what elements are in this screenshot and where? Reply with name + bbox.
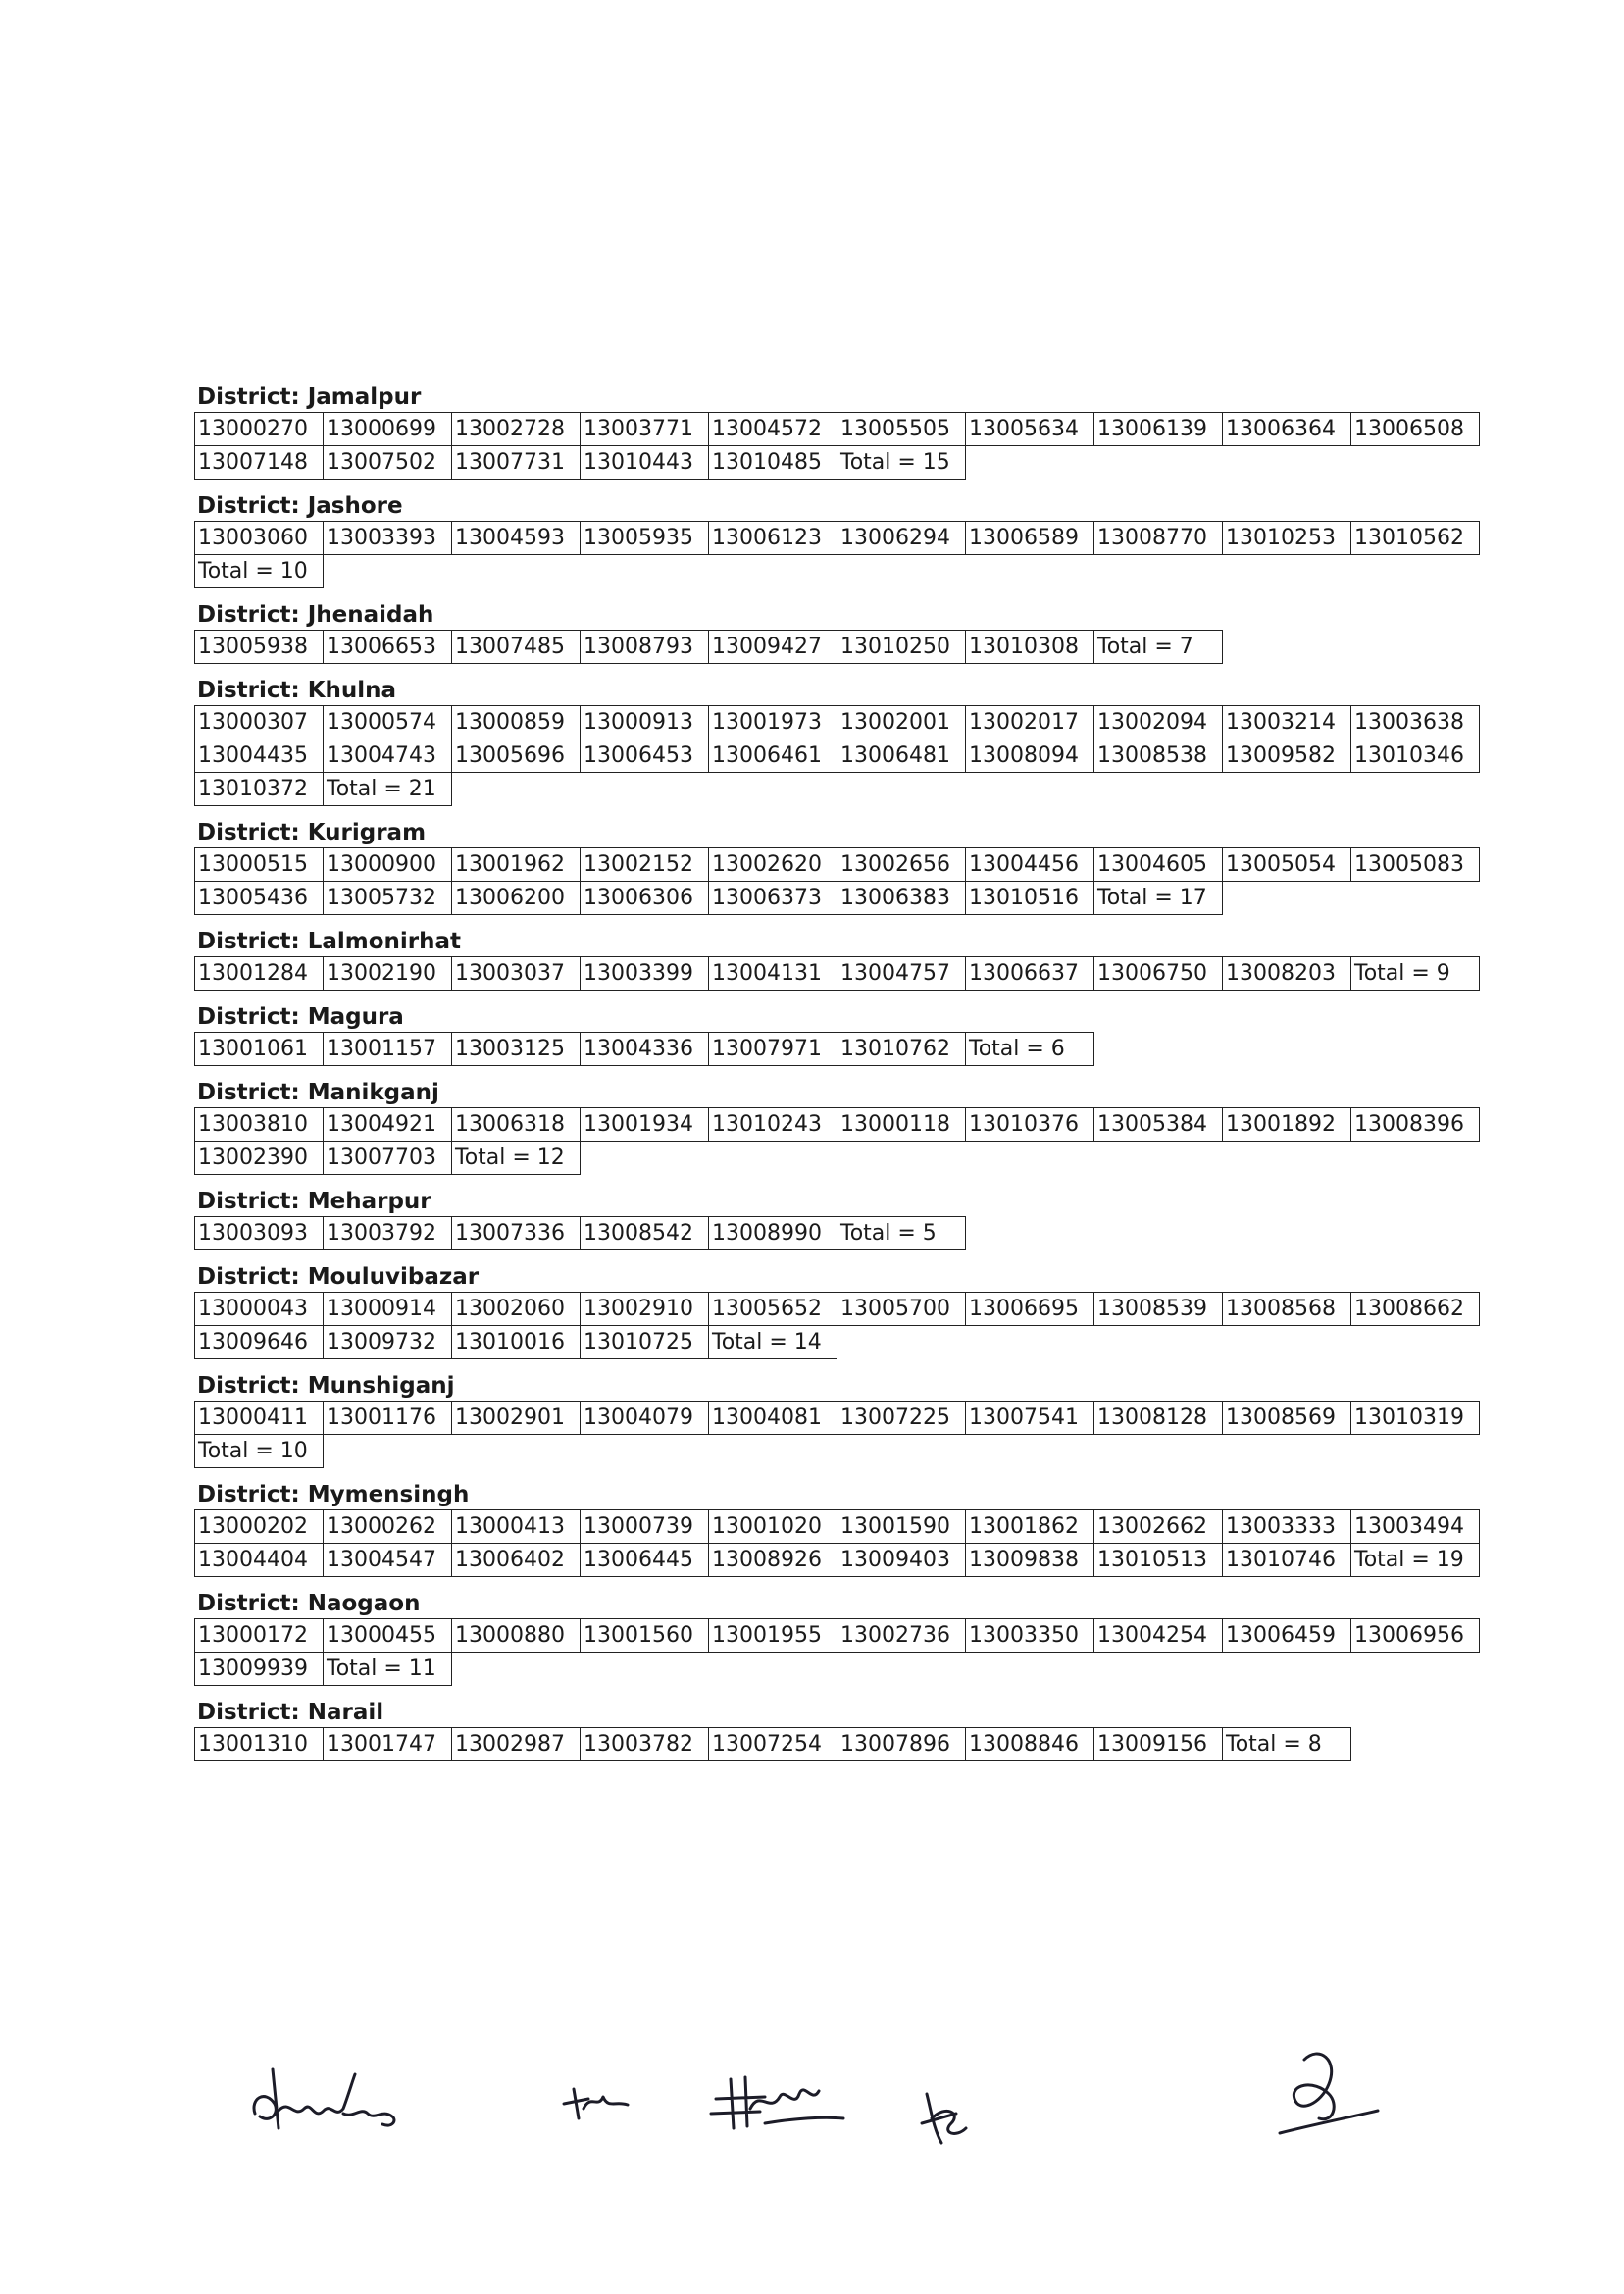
district-table bbox=[194, 1618, 1480, 1686]
id-cell: 13001061 bbox=[195, 1033, 324, 1066]
id-cell: 13006402 bbox=[452, 1544, 581, 1577]
district-table bbox=[194, 1032, 1094, 1066]
id-cell: 13003494 bbox=[1351, 1510, 1480, 1544]
id-cell: 13001560 bbox=[581, 1619, 709, 1653]
id-cell: 13008926 bbox=[709, 1544, 837, 1577]
table-row bbox=[195, 555, 1480, 588]
id-cell: 13006459 bbox=[1223, 1619, 1351, 1653]
id-cell: 13007541 bbox=[966, 1402, 1094, 1435]
district-table bbox=[194, 412, 1480, 480]
id-cell: 13009582 bbox=[1223, 739, 1351, 773]
id-cell: 13009939 bbox=[195, 1653, 324, 1686]
id-cell: 13007336 bbox=[452, 1217, 581, 1250]
district-section bbox=[194, 1002, 1493, 1066]
id-cell: 13000411 bbox=[195, 1402, 324, 1435]
id-cell: 13000043 bbox=[195, 1293, 324, 1326]
table-row bbox=[195, 1728, 1351, 1761]
id-cell: 13001176 bbox=[324, 1402, 452, 1435]
id-cell: 13008846 bbox=[966, 1728, 1094, 1761]
id-cell: 13001862 bbox=[966, 1510, 1094, 1544]
id-cell: 13001157 bbox=[324, 1033, 452, 1066]
district-section bbox=[194, 1698, 1493, 1761]
total-cell: Total = 8 bbox=[1223, 1728, 1351, 1761]
id-cell: 13002060 bbox=[452, 1293, 581, 1326]
id-cell: 13004605 bbox=[1094, 848, 1223, 882]
table-row bbox=[195, 706, 1480, 739]
id-cell: 13008128 bbox=[1094, 1402, 1223, 1435]
id-cell: 13005652 bbox=[709, 1293, 837, 1326]
id-cell: 13002001 bbox=[837, 706, 966, 739]
signature-2 bbox=[559, 2079, 637, 2128]
id-cell: 13000307 bbox=[195, 706, 324, 739]
id-cell: 13002901 bbox=[452, 1402, 581, 1435]
district-title: District: Naogaon bbox=[197, 1591, 421, 1616]
id-cell: 13004757 bbox=[837, 957, 966, 991]
table-row bbox=[195, 1293, 1480, 1326]
id-cell: 13010016 bbox=[452, 1326, 581, 1359]
id-cell: 13003125 bbox=[452, 1033, 581, 1066]
district-title: District: Kurigram bbox=[197, 820, 427, 845]
total-cell: Total = 14 bbox=[709, 1326, 837, 1359]
id-cell: 13001020 bbox=[709, 1510, 837, 1544]
table-row bbox=[195, 1033, 1094, 1066]
id-cell: 13002390 bbox=[195, 1142, 324, 1175]
district-section bbox=[194, 927, 1493, 991]
total-cell: Total = 19 bbox=[1351, 1544, 1480, 1577]
id-cell: 13006956 bbox=[1351, 1619, 1480, 1653]
id-cell: 13004547 bbox=[324, 1544, 452, 1577]
id-cell: 13007254 bbox=[709, 1728, 837, 1761]
id-cell: 13010376 bbox=[966, 1108, 1094, 1142]
id-cell: 13000913 bbox=[581, 706, 709, 739]
id-cell: 13006123 bbox=[709, 522, 837, 555]
district-table bbox=[194, 705, 1480, 806]
district-title: District: Jashore bbox=[197, 493, 403, 519]
id-cell: 13002662 bbox=[1094, 1510, 1223, 1544]
id-cell: 13010725 bbox=[581, 1326, 709, 1359]
district-title: District: Khulna bbox=[197, 678, 397, 703]
district-list bbox=[194, 382, 1493, 1773]
id-cell: 13004593 bbox=[452, 522, 581, 555]
id-cell: 13004081 bbox=[709, 1402, 837, 1435]
id-cell: 13004743 bbox=[324, 739, 452, 773]
signature-row bbox=[0, 2040, 1624, 2197]
table-row bbox=[195, 1142, 1480, 1175]
id-cell: 13006306 bbox=[581, 882, 709, 915]
id-cell: 13008568 bbox=[1223, 1293, 1351, 1326]
id-cell: 13003333 bbox=[1223, 1510, 1351, 1544]
district-table bbox=[194, 1509, 1480, 1577]
id-cell: 13000900 bbox=[324, 848, 452, 882]
id-cell: 13005436 bbox=[195, 882, 324, 915]
id-cell: 13002728 bbox=[452, 413, 581, 446]
id-cell: 13000202 bbox=[195, 1510, 324, 1544]
id-cell: 13000270 bbox=[195, 413, 324, 446]
district-table bbox=[194, 1292, 1480, 1359]
id-cell: 13002094 bbox=[1094, 706, 1223, 739]
id-cell: 13004456 bbox=[966, 848, 1094, 882]
district-section bbox=[194, 1262, 1493, 1359]
id-cell: 13000172 bbox=[195, 1619, 324, 1653]
district-title: District: Manikganj bbox=[197, 1080, 439, 1105]
table-row bbox=[195, 1326, 1480, 1359]
id-cell: 13003093 bbox=[195, 1217, 324, 1250]
id-cell: 13006453 bbox=[581, 739, 709, 773]
id-cell: 13009427 bbox=[709, 631, 837, 664]
id-cell: 13007485 bbox=[452, 631, 581, 664]
table-row bbox=[195, 1402, 1480, 1435]
id-cell: 13008538 bbox=[1094, 739, 1223, 773]
signature-4 bbox=[912, 2084, 981, 2153]
id-cell: 13010346 bbox=[1351, 739, 1480, 773]
table-row bbox=[195, 1108, 1480, 1142]
id-cell: 13010513 bbox=[1094, 1544, 1223, 1577]
district-table bbox=[194, 847, 1480, 915]
id-cell: 13003771 bbox=[581, 413, 709, 446]
table-row bbox=[195, 773, 1480, 806]
signature-1 bbox=[245, 2060, 412, 2138]
id-cell: 13004254 bbox=[1094, 1619, 1223, 1653]
id-cell: 13007896 bbox=[837, 1728, 966, 1761]
id-cell: 13005938 bbox=[195, 631, 324, 664]
table-row bbox=[195, 446, 1480, 480]
id-cell: 13002736 bbox=[837, 1619, 966, 1653]
id-cell: 13003350 bbox=[966, 1619, 1094, 1653]
id-cell: 13008662 bbox=[1351, 1293, 1480, 1326]
district-title: District: Narail bbox=[197, 1700, 384, 1725]
id-cell: 13010562 bbox=[1351, 522, 1480, 555]
signature-3 bbox=[706, 2069, 853, 2138]
id-cell: 13000515 bbox=[195, 848, 324, 882]
id-cell: 13007971 bbox=[709, 1033, 837, 1066]
total-cell: Total = 5 bbox=[837, 1217, 966, 1250]
id-cell: 13003399 bbox=[581, 957, 709, 991]
id-cell: 13010485 bbox=[709, 446, 837, 480]
id-cell: 13010308 bbox=[966, 631, 1094, 664]
table-row bbox=[195, 1544, 1480, 1577]
id-cell: 13006637 bbox=[966, 957, 1094, 991]
id-cell: 13003782 bbox=[581, 1728, 709, 1761]
district-title: District: Jhenaidah bbox=[197, 602, 434, 628]
id-cell: 13008542 bbox=[581, 1217, 709, 1250]
id-cell: 13002017 bbox=[966, 706, 1094, 739]
id-cell: 13007225 bbox=[837, 1402, 966, 1435]
id-cell: 13005384 bbox=[1094, 1108, 1223, 1142]
table-row bbox=[195, 848, 1480, 882]
id-cell: 13009156 bbox=[1094, 1728, 1223, 1761]
district-table bbox=[194, 1727, 1351, 1761]
id-cell: 13000413 bbox=[452, 1510, 581, 1544]
district-section bbox=[194, 1187, 1493, 1250]
id-cell: 13002190 bbox=[324, 957, 452, 991]
id-cell: 13010746 bbox=[1223, 1544, 1351, 1577]
id-cell: 13005634 bbox=[966, 413, 1094, 446]
table-row bbox=[195, 957, 1480, 991]
table-row bbox=[195, 882, 1480, 915]
table-row bbox=[195, 522, 1480, 555]
total-cell: Total = 6 bbox=[966, 1033, 1094, 1066]
table-row bbox=[195, 1510, 1480, 1544]
total-cell: Total = 10 bbox=[195, 555, 324, 588]
total-cell: Total = 15 bbox=[837, 446, 966, 480]
id-cell: 13004336 bbox=[581, 1033, 709, 1066]
id-cell: 13002656 bbox=[837, 848, 966, 882]
district-section bbox=[194, 1589, 1493, 1686]
district-section bbox=[194, 1480, 1493, 1577]
district-title: District: Meharpur bbox=[197, 1189, 431, 1214]
total-cell: Total = 9 bbox=[1351, 957, 1480, 991]
district-section bbox=[194, 676, 1493, 806]
district-table bbox=[194, 521, 1480, 588]
id-cell: 13005700 bbox=[837, 1293, 966, 1326]
id-cell: 13001955 bbox=[709, 1619, 837, 1653]
id-cell: 13005505 bbox=[837, 413, 966, 446]
id-cell: 13007703 bbox=[324, 1142, 452, 1175]
table-row bbox=[195, 1653, 1480, 1686]
id-cell: 13006294 bbox=[837, 522, 966, 555]
id-cell: 13000859 bbox=[452, 706, 581, 739]
id-cell: 13009646 bbox=[195, 1326, 324, 1359]
id-cell: 13010443 bbox=[581, 446, 709, 480]
district-section bbox=[194, 818, 1493, 915]
id-cell: 13006508 bbox=[1351, 413, 1480, 446]
id-cell: 13001973 bbox=[709, 706, 837, 739]
id-cell: 13001892 bbox=[1223, 1108, 1351, 1142]
id-cell: 13003792 bbox=[324, 1217, 452, 1250]
id-cell: 13006383 bbox=[837, 882, 966, 915]
table-row bbox=[195, 631, 1223, 664]
id-cell: 13003037 bbox=[452, 957, 581, 991]
id-cell: 13000455 bbox=[324, 1619, 452, 1653]
id-cell: 13008203 bbox=[1223, 957, 1351, 991]
id-cell: 13003393 bbox=[324, 522, 452, 555]
id-cell: 13009732 bbox=[324, 1326, 452, 1359]
district-table bbox=[194, 1401, 1480, 1468]
id-cell: 13010319 bbox=[1351, 1402, 1480, 1435]
id-cell: 13003060 bbox=[195, 522, 324, 555]
id-cell: 13006653 bbox=[324, 631, 452, 664]
id-cell: 13000574 bbox=[324, 706, 452, 739]
id-cell: 13004572 bbox=[709, 413, 837, 446]
table-row bbox=[195, 1217, 966, 1250]
id-cell: 13009403 bbox=[837, 1544, 966, 1577]
id-cell: 13010372 bbox=[195, 773, 324, 806]
id-cell: 13010516 bbox=[966, 882, 1094, 915]
id-cell: 13006139 bbox=[1094, 413, 1223, 446]
id-cell: 13003214 bbox=[1223, 706, 1351, 739]
district-section bbox=[194, 491, 1493, 588]
id-cell: 13006318 bbox=[452, 1108, 581, 1142]
id-cell: 13003638 bbox=[1351, 706, 1480, 739]
id-cell: 13004404 bbox=[195, 1544, 324, 1577]
id-cell: 13006373 bbox=[709, 882, 837, 915]
district-section bbox=[194, 1371, 1493, 1468]
district-title: District: Munshiganj bbox=[197, 1373, 455, 1399]
id-cell: 13001284 bbox=[195, 957, 324, 991]
id-cell: 13002152 bbox=[581, 848, 709, 882]
total-cell: Total = 12 bbox=[452, 1142, 581, 1175]
id-cell: 13006200 bbox=[452, 882, 581, 915]
district-section bbox=[194, 382, 1493, 480]
id-cell: 13000118 bbox=[837, 1108, 966, 1142]
id-cell: 13008770 bbox=[1094, 522, 1223, 555]
id-cell: 13009838 bbox=[966, 1544, 1094, 1577]
id-cell: 13004079 bbox=[581, 1402, 709, 1435]
total-cell: Total = 21 bbox=[324, 773, 452, 806]
id-cell: 13006364 bbox=[1223, 413, 1351, 446]
id-cell: 13008396 bbox=[1351, 1108, 1480, 1142]
id-cell: 13007502 bbox=[324, 446, 452, 480]
total-cell: Total = 7 bbox=[1094, 631, 1223, 664]
id-cell: 13004921 bbox=[324, 1108, 452, 1142]
id-cell: 13001310 bbox=[195, 1728, 324, 1761]
id-cell: 13000699 bbox=[324, 413, 452, 446]
id-cell: 13010253 bbox=[1223, 522, 1351, 555]
district-title: District: Jamalpur bbox=[197, 384, 422, 410]
id-cell: 13005054 bbox=[1223, 848, 1351, 882]
id-cell: 13002987 bbox=[452, 1728, 581, 1761]
total-cell: Total = 10 bbox=[195, 1435, 324, 1468]
district-table bbox=[194, 1107, 1480, 1175]
id-cell: 13008539 bbox=[1094, 1293, 1223, 1326]
id-cell: 13006695 bbox=[966, 1293, 1094, 1326]
id-cell: 13001962 bbox=[452, 848, 581, 882]
id-cell: 13010762 bbox=[837, 1033, 966, 1066]
district-section bbox=[194, 600, 1493, 664]
id-cell: 13004131 bbox=[709, 957, 837, 991]
table-row bbox=[195, 739, 1480, 773]
district-table bbox=[194, 956, 1480, 991]
total-cell: Total = 17 bbox=[1094, 882, 1223, 915]
district-table bbox=[194, 1216, 966, 1250]
table-row bbox=[195, 1619, 1480, 1653]
id-cell: 13008094 bbox=[966, 739, 1094, 773]
id-cell: 13005732 bbox=[324, 882, 452, 915]
id-cell: 13006589 bbox=[966, 522, 1094, 555]
id-cell: 13000739 bbox=[581, 1510, 709, 1544]
table-row bbox=[195, 1435, 1480, 1468]
district-title: District: Mymensingh bbox=[197, 1482, 470, 1507]
id-cell: 13003810 bbox=[195, 1108, 324, 1142]
id-cell: 13006481 bbox=[837, 739, 966, 773]
district-title: District: Mouluvibazar bbox=[197, 1264, 480, 1290]
id-cell: 13001747 bbox=[324, 1728, 452, 1761]
id-cell: 13008793 bbox=[581, 631, 709, 664]
id-cell: 13008990 bbox=[709, 1217, 837, 1250]
id-cell: 13004435 bbox=[195, 739, 324, 773]
id-cell: 13006445 bbox=[581, 1544, 709, 1577]
id-cell: 13005083 bbox=[1351, 848, 1480, 882]
id-cell: 13005935 bbox=[581, 522, 709, 555]
id-cell: 13002910 bbox=[581, 1293, 709, 1326]
id-cell: 13001934 bbox=[581, 1108, 709, 1142]
id-cell: 13005696 bbox=[452, 739, 581, 773]
id-cell: 13010250 bbox=[837, 631, 966, 664]
id-cell: 13001590 bbox=[837, 1510, 966, 1544]
id-cell: 13010243 bbox=[709, 1108, 837, 1142]
id-cell: 13000914 bbox=[324, 1293, 452, 1326]
district-title: District: Magura bbox=[197, 1004, 404, 1030]
table-row bbox=[195, 413, 1480, 446]
id-cell: 13000880 bbox=[452, 1619, 581, 1653]
id-cell: 13006461 bbox=[709, 739, 837, 773]
district-title: District: Lalmonirhat bbox=[197, 929, 462, 954]
id-cell: 13006750 bbox=[1094, 957, 1223, 991]
signature-5 bbox=[1260, 2040, 1388, 2148]
district-section bbox=[194, 1078, 1493, 1175]
id-cell: 13002620 bbox=[709, 848, 837, 882]
id-cell: 13008569 bbox=[1223, 1402, 1351, 1435]
id-cell: 13007148 bbox=[195, 446, 324, 480]
id-cell: 13000262 bbox=[324, 1510, 452, 1544]
id-cell: 13007731 bbox=[452, 446, 581, 480]
district-table bbox=[194, 630, 1223, 664]
total-cell: Total = 11 bbox=[324, 1653, 452, 1686]
